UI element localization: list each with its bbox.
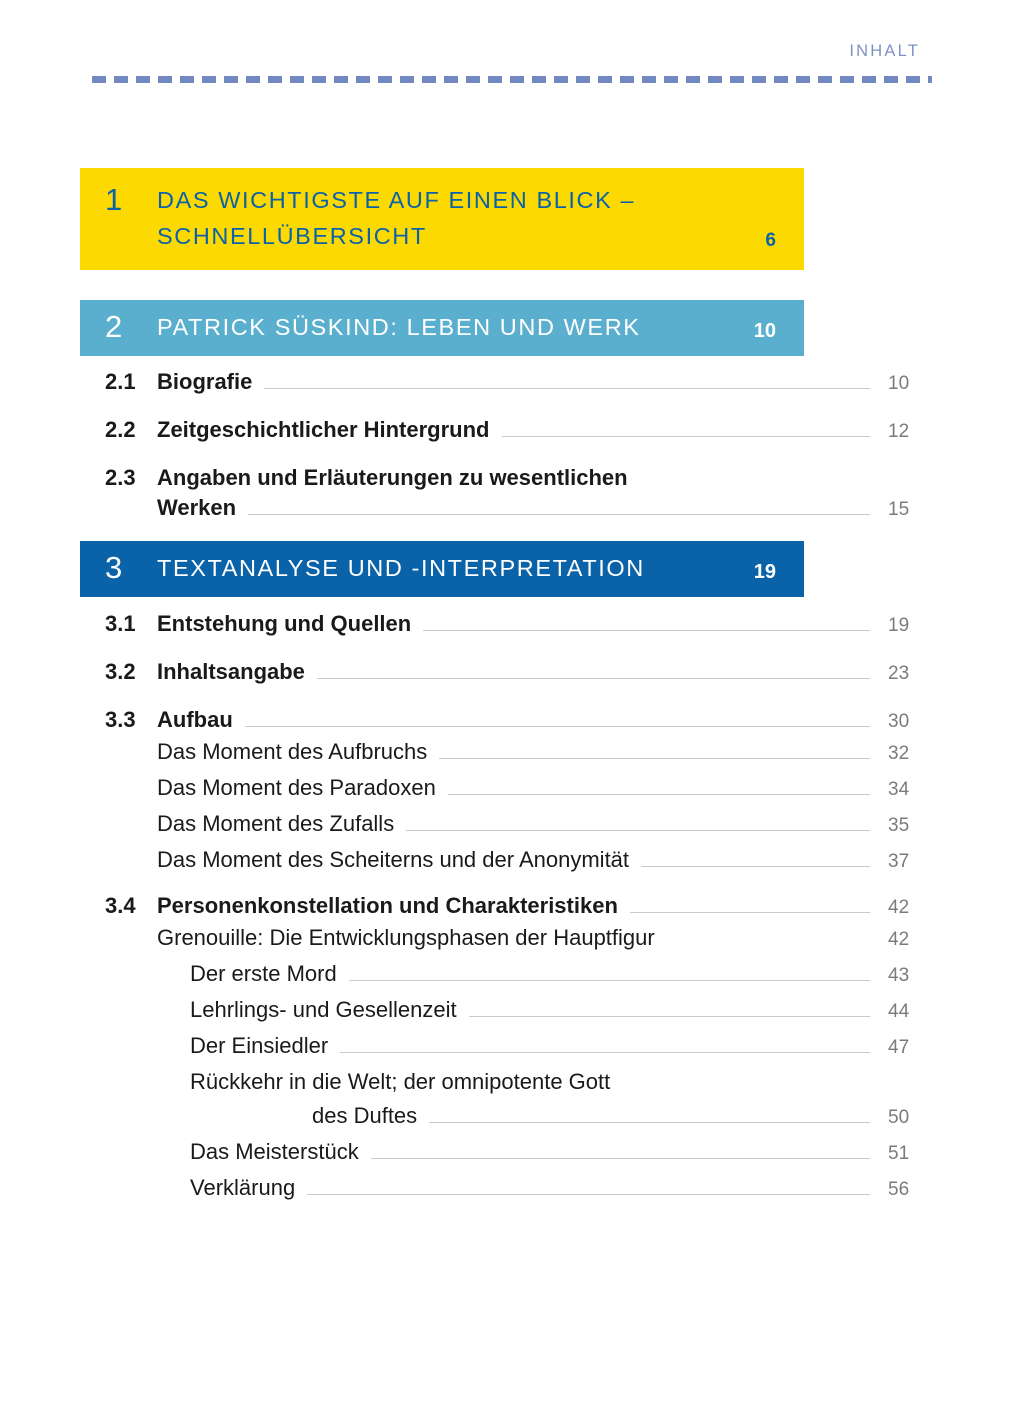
toc-entry-page: 15 xyxy=(888,499,910,520)
table-of-contents xyxy=(80,168,944,1209)
toc-entry-3-3[interactable] xyxy=(80,705,944,737)
leader-line xyxy=(630,912,870,913)
chapter-title-2: PATRICK SÜSKIND: LEBEN UND WERK xyxy=(157,314,641,340)
toc-entry-rueckkehr[interactable] xyxy=(80,1067,944,1097)
chapter-page-2: 10 xyxy=(753,320,776,342)
leader-line xyxy=(439,758,870,759)
toc-entry-label: Das Moment des Zufalls xyxy=(157,811,395,836)
leader-line xyxy=(622,1088,870,1089)
toc-entry-label: Der Einsiedler xyxy=(190,1033,329,1058)
toc-entry-page: 50 xyxy=(888,1107,910,1128)
toc-entry-label: Werken xyxy=(157,495,237,520)
leader-line xyxy=(349,980,870,981)
toc-entry-page: 43 xyxy=(888,965,910,986)
toc-entry-rueckkehr-continuation[interactable] xyxy=(80,1101,944,1133)
chapter-bar-2[interactable] xyxy=(80,300,804,356)
toc-entry-number: 3.1 xyxy=(105,611,136,636)
toc-entry-der-erste-mord[interactable] xyxy=(80,959,944,991)
toc-entry-number: 3.4 xyxy=(105,893,136,918)
toc-entry-2-3-continuation[interactable] xyxy=(80,493,944,525)
toc-entry-page: 42 xyxy=(888,897,910,918)
chapter-title-1-line1: DAS WICHTIGSTE AUF EINEN BLICK – xyxy=(157,187,636,213)
toc-entry-page: 42 xyxy=(888,929,910,950)
toc-entry-label: Lehrlings- und Gesellenzeit xyxy=(190,997,457,1022)
leader-line xyxy=(245,726,870,727)
toc-entry-page: 19 xyxy=(888,615,910,636)
toc-entry-grenouille[interactable] xyxy=(80,923,944,955)
toc-entry-scheiterns[interactable] xyxy=(80,845,944,877)
toc-entry-verklaerung[interactable] xyxy=(80,1173,944,1205)
header-dashed-rule xyxy=(92,76,932,83)
leader-line xyxy=(264,388,870,389)
toc-entry-page: 12 xyxy=(888,421,910,442)
chapter-title-1 xyxy=(157,182,804,254)
running-head-label: INHALT xyxy=(849,42,920,60)
toc-entry-2-3[interactable] xyxy=(80,463,944,493)
toc-entry-label: Inhaltsangabe xyxy=(157,659,305,684)
toc-entry-page: 23 xyxy=(888,663,910,684)
toc-entry-number: 2.2 xyxy=(105,417,136,442)
chapter-number-1: 1 xyxy=(105,182,123,217)
toc-entry-page: 30 xyxy=(888,711,910,732)
toc-entry-meisterstueck[interactable] xyxy=(80,1137,944,1169)
toc-entry-label: Das Moment des Paradoxen xyxy=(157,775,436,800)
toc-entry-page: 47 xyxy=(888,1037,910,1058)
toc-entry-label: Das Moment des Aufbruchs xyxy=(157,739,428,764)
chapter-page-3: 19 xyxy=(753,561,776,583)
toc-entry-lehrlingszeit[interactable] xyxy=(80,995,944,1027)
toc-entry-page: 32 xyxy=(888,743,910,764)
toc-entry-number: 3.3 xyxy=(105,707,136,732)
toc-entry-2-2[interactable] xyxy=(80,415,944,447)
toc-entry-label: Aufbau xyxy=(157,707,233,732)
spacer xyxy=(80,270,944,300)
leader-line xyxy=(423,630,870,631)
toc-entry-label: des Duftes xyxy=(312,1103,418,1128)
toc-entry-number: 3.2 xyxy=(105,659,136,684)
toc-entry-3-1[interactable] xyxy=(80,609,944,641)
leader-line xyxy=(448,794,870,795)
toc-entry-3-4[interactable] xyxy=(80,891,944,923)
leader-line xyxy=(248,514,870,515)
leader-line xyxy=(640,484,870,485)
leader-line xyxy=(371,1158,870,1159)
leader-line xyxy=(429,1122,870,1123)
toc-entry-label: Rückkehr in die Welt; der omnipotente Gott xyxy=(190,1069,611,1094)
toc-entry-page: 56 xyxy=(888,1179,910,1200)
toc-entry-label: Der erste Mord xyxy=(190,961,337,986)
toc-entry-label: Grenouille: Die Entwicklungsphasen der Hauptfigur xyxy=(157,925,655,950)
leader-line xyxy=(406,830,870,831)
toc-entry-label: Personenkonstellation und Charakteristiken xyxy=(157,893,618,918)
chapter-bar-1[interactable] xyxy=(80,168,804,270)
toc-entry-page: 51 xyxy=(888,1143,910,1164)
toc-entry-number: 2.3 xyxy=(105,465,136,490)
leader-line xyxy=(502,436,871,437)
toc-entry-label: Das Meisterstück xyxy=(190,1139,359,1164)
toc-entry-label: Angaben und Erläuterungen zu wesentlichen xyxy=(157,465,628,490)
chapter-number-2: 2 xyxy=(105,309,123,344)
leader-line xyxy=(641,866,870,867)
toc-entry-page: 10 xyxy=(888,373,910,394)
toc-entry-aufbruchs[interactable] xyxy=(80,737,944,769)
spacer xyxy=(80,356,944,367)
toc-entry-label: Entstehung und Quellen xyxy=(157,611,412,636)
toc-entry-einsiedler[interactable] xyxy=(80,1031,944,1063)
toc-entry-label: Das Moment des Scheiterns und der Anonymität xyxy=(157,847,630,872)
leader-line xyxy=(307,1194,870,1195)
toc-entry-page: 37 xyxy=(888,851,910,872)
toc-entry-label: Verklärung xyxy=(190,1175,296,1200)
toc-entry-3-2[interactable] xyxy=(80,657,944,689)
toc-entry-page: 34 xyxy=(888,779,910,800)
leader-line xyxy=(469,1016,870,1017)
chapter-title-1-line2: SCHNELLÜBERSICHT xyxy=(157,223,427,249)
toc-entry-paradoxen[interactable] xyxy=(80,773,944,805)
chapter-title-3: TEXTANALYSE UND -INTERPRETATION xyxy=(157,555,645,581)
leader-line xyxy=(317,678,870,679)
spacer xyxy=(80,597,944,609)
toc-entry-zufalls[interactable] xyxy=(80,809,944,841)
toc-entry-page: 35 xyxy=(888,815,910,836)
leader-line xyxy=(340,1052,870,1053)
chapter-page-1: 6 xyxy=(765,230,776,251)
chapter-bar-3[interactable] xyxy=(80,541,804,597)
toc-entry-number: 2.1 xyxy=(105,369,136,394)
toc-entry-page: 44 xyxy=(888,1001,910,1022)
leader-line xyxy=(667,944,870,945)
running-head xyxy=(80,42,944,68)
toc-entry-label: Biografie xyxy=(157,369,253,394)
chapter-number-3: 3 xyxy=(105,550,123,585)
toc-entry-2-1[interactable] xyxy=(80,367,944,399)
toc-entry-label: Zeitgeschichtlicher Hintergrund xyxy=(157,417,490,442)
